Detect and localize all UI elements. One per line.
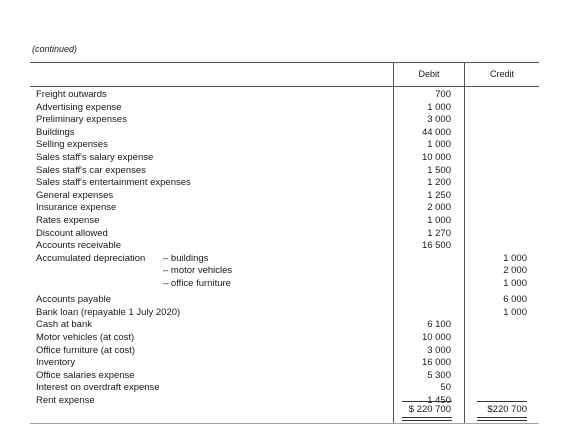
debit-amount: 10 000 [421,331,451,343]
table-row [30,215,539,227]
account-name: Buildings [36,126,75,138]
debit-amount: 700 [435,89,451,100]
debit-amount: 1 250 [427,189,451,201]
table-row [30,357,539,369]
table-row [30,240,539,252]
credit-amount: 1 000 [503,252,527,264]
account-name: General expenses [36,189,114,201]
debit-total-rule [402,401,452,402]
account-name: Accounts receivable [36,240,122,252]
header-rule [30,86,539,87]
table-row [30,89,539,101]
table-row [30,152,539,164]
account-name: Accumulated depreciation [36,252,146,264]
account-name: Selling expenses [36,139,108,151]
table-bottom-rule [30,423,539,424]
table-row [30,294,539,306]
table-row [30,382,539,394]
account-name: Rates expense [36,215,100,226]
credit-amount: 6 000 [503,294,527,306]
continued-note: (continued) [32,44,78,54]
account-name: Sales staff's car expenses [36,164,146,176]
account-subname: – motor vehicles [163,265,233,277]
debit-amount: 10 000 [421,152,451,163]
table-row [30,319,539,331]
debit-amount: 1 200 [427,177,451,189]
table-row [30,190,539,202]
account-name: Advertising expense [36,101,122,113]
debit-header: Debit [418,69,440,79]
table-row [30,265,539,277]
debit-amount: 3 000 [427,114,451,126]
table-row [30,345,539,357]
debit-total-double-rule [402,417,452,421]
table-row [30,370,539,382]
table-row [30,165,539,177]
debit-amount: 3 000 [427,344,451,356]
account-name: Freight outwards [36,89,107,100]
table-row [30,102,539,114]
credit-amount: 1 000 [503,306,527,318]
debit-amount: 16 000 [421,357,451,369]
table-row [30,127,539,139]
credit-total: $220 700 [487,404,527,415]
debit-amount: 1 000 [427,101,451,113]
credit-header: Credit [489,69,514,79]
debit-amount: 1 270 [427,227,451,239]
debit-amount: 1 000 [427,139,451,151]
credit-amount: 2 000 [503,265,527,277]
account-name: Insurance expense [36,202,117,214]
table-row [30,228,539,240]
table-row [30,177,539,189]
credit-total-double-rule [477,417,527,421]
account-name: Sales staff's entertainment expenses [36,177,191,189]
totals-row [30,404,539,416]
trial-balance-table [30,62,539,424]
account-name: Sales staff's salary expense [36,152,154,163]
debit-amount: 6 100 [427,319,451,331]
account-name: Rent expense [36,394,95,406]
account-name: Inventory [36,357,76,369]
table-row [30,114,539,126]
debit-amount: 1 450 [427,394,451,406]
debit-amount: 2 000 [427,202,451,214]
table-row [30,307,539,319]
debit-amount: 44 000 [421,126,451,138]
debit-amount: 5 300 [427,369,451,381]
debit-amount: 50 [440,382,451,394]
account-name: Interest on overdraft expense [36,382,160,394]
debit-amount: 16 500 [421,240,451,252]
table-row [30,332,539,344]
account-name: Bank loan (repayable 1 July 2020) [36,306,181,318]
table-row [30,253,539,265]
account-name: Office furniture (at cost) [36,344,136,356]
account-name: Office salaries expense [36,369,135,381]
account-name: Preliminary expenses [36,114,127,126]
credit-total-rule [477,401,527,402]
table-row [30,202,539,214]
table-row [30,278,539,290]
account-name: Motor vehicles (at cost) [36,331,135,343]
account-subname: – office furniture [163,278,231,289]
account-subname: – buildings [163,252,209,264]
account-name: Accounts payable [36,294,111,306]
credit-amount: 1 000 [503,278,527,289]
debit-total: $ 220 700 [408,404,451,415]
debit-amount: 1 500 [427,164,451,176]
account-name: Discount allowed [36,227,108,239]
account-name: Cash at bank [36,319,92,331]
debit-amount: 1 000 [427,215,451,226]
table-top-rule [30,62,539,63]
table-row [30,139,539,151]
